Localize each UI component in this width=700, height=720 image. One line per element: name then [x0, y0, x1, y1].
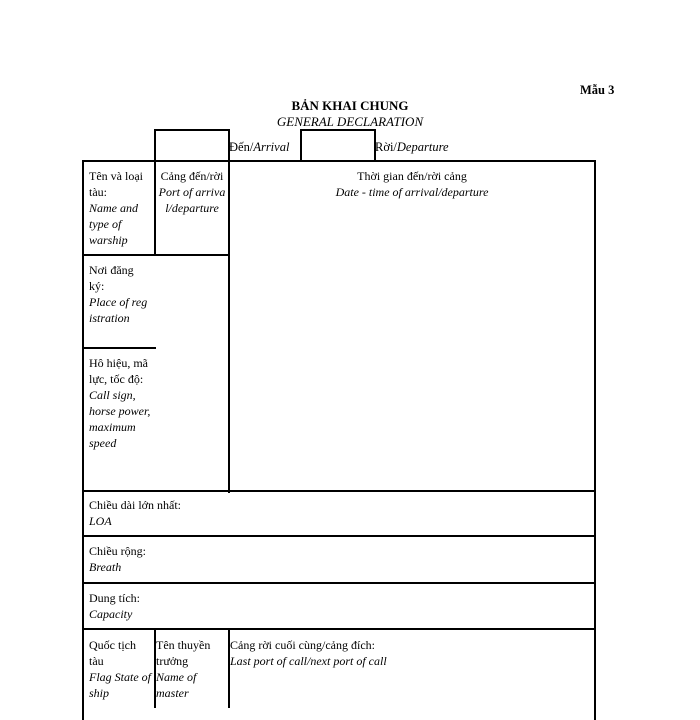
form-title: BẢN KHAI CHUNG [291, 98, 409, 113]
divider [82, 582, 596, 584]
departure-label: Rời/Departure [375, 140, 449, 154]
arrival-time-field[interactable]: Thời gian đến/rời cảng Date - time of arrival/departure [335, 169, 489, 199]
divider [82, 535, 596, 537]
last-port-field[interactable]: Cảng rời cuối cùng/cảng đích: Last port of call/next port of call [230, 638, 387, 668]
registration-place-field[interactable]: Nơi đăng ký: Place of registration [89, 263, 148, 325]
loa-field[interactable]: Chiều dài lớn nhất: LOA [89, 498, 181, 528]
form-title-english: GENERAL DECLARATION [276, 114, 424, 129]
divider [82, 347, 156, 349]
flag-state-field[interactable]: Quốc tịch tàu Flag State of ship [89, 638, 151, 700]
capacity-field[interactable]: Dung tích: Capacity [89, 591, 140, 621]
divider [82, 254, 230, 256]
call-sign-field[interactable]: Hô hiệu, mã lực, tốc độ: Call sign, horse power, maximum speed [89, 356, 151, 450]
departure-checkbox[interactable] [300, 129, 376, 162]
arrival-label: Đến/Arrival [229, 140, 290, 154]
declaration-form-table [82, 160, 596, 720]
divider [228, 160, 230, 493]
divider [82, 490, 596, 492]
port-field[interactable]: Cảng đến/rời Port of arrival/departure [158, 169, 226, 215]
ship-name-field[interactable]: Tên và loại tàu: Name and type of warship [89, 169, 143, 247]
master-name-field[interactable]: Tên thuyền trưởng Name of master [156, 638, 211, 700]
breadth-field[interactable]: Chiều rộng: Breath [89, 544, 146, 574]
arrival-checkbox[interactable] [154, 129, 230, 162]
form-number: Mẫu 3 [580, 83, 615, 97]
divider [82, 628, 596, 630]
